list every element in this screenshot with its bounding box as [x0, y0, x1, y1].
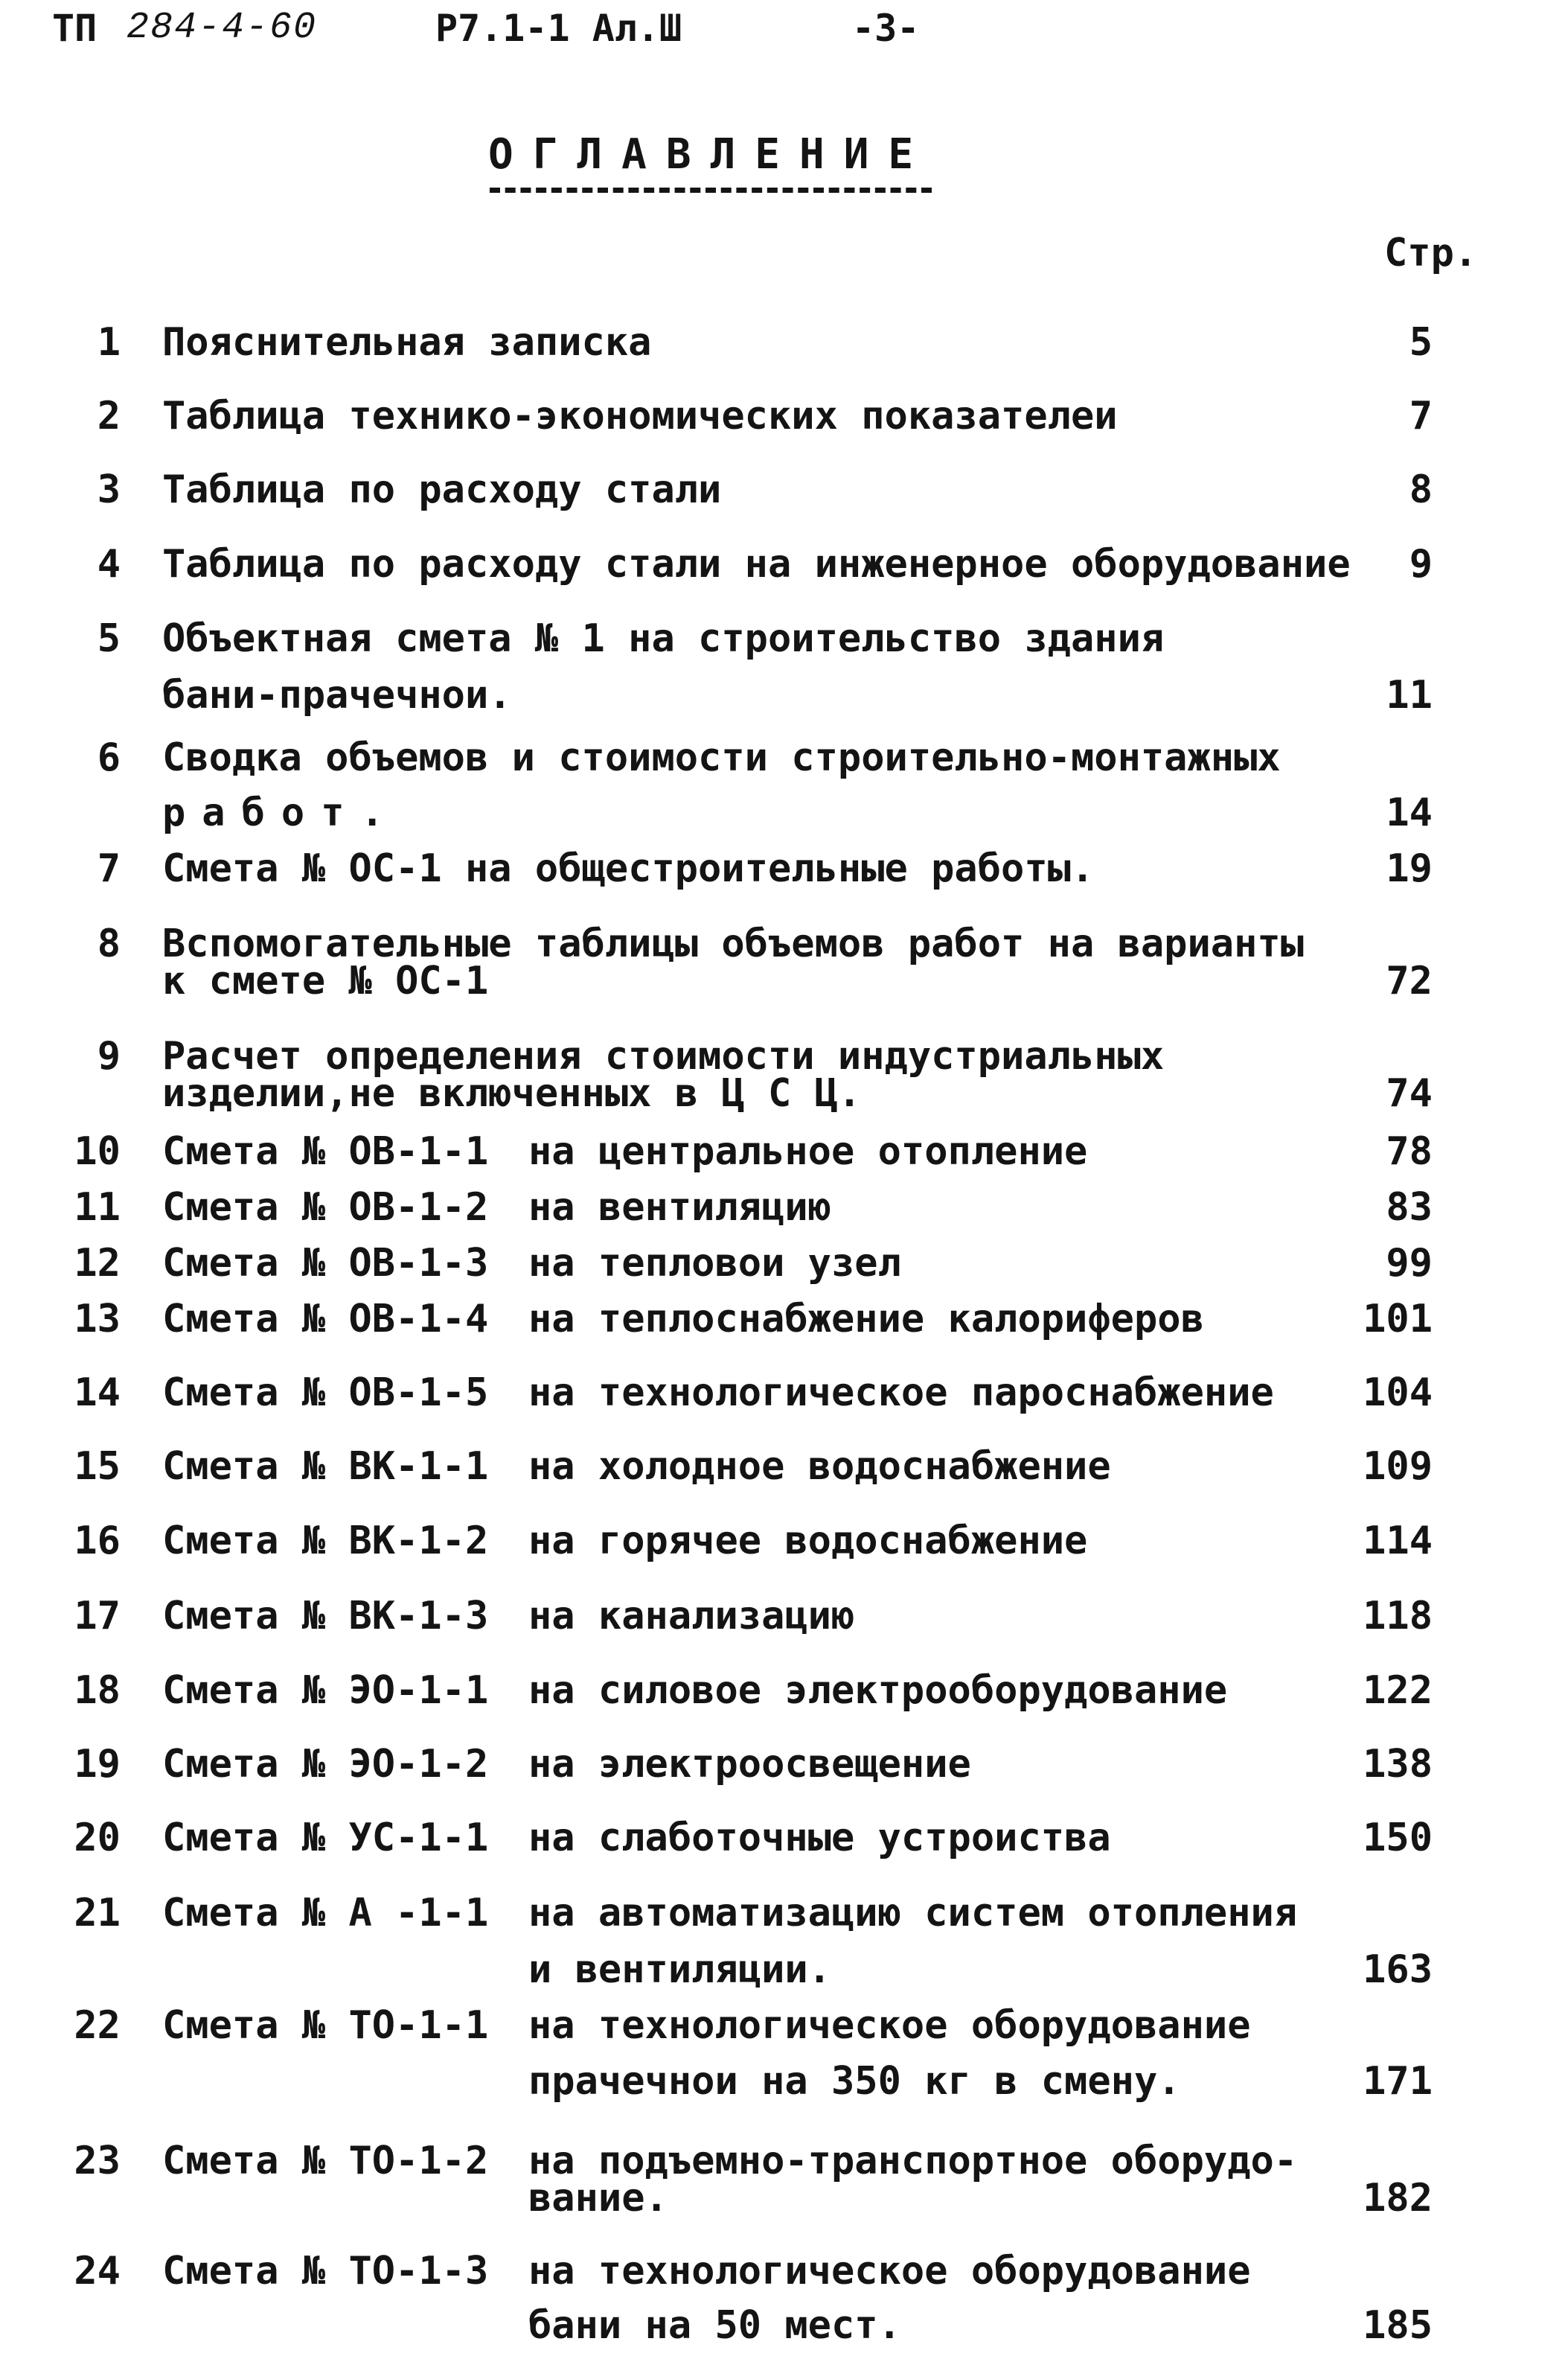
entry-number: 21	[74, 1891, 121, 1935]
entry-title: на канализацию	[528, 1594, 855, 1638]
entry-number: 5	[97, 616, 121, 661]
entry-title: на центральное отопление	[528, 1129, 1088, 1174]
entry-page: 185	[1363, 2303, 1433, 2348]
entry-number: 3	[97, 467, 121, 512]
entry-code: Смета № ЭО-1-2	[162, 1742, 489, 1787]
entry-page: 138	[1363, 1742, 1433, 1787]
entry-page: 109	[1363, 1444, 1433, 1489]
entry-number: 1	[97, 320, 121, 365]
entry-code: Смета № ТО-1-3	[162, 2249, 489, 2293]
entry-page: 19	[1386, 846, 1433, 891]
entry-page: 72	[1386, 959, 1433, 1003]
entry-number: 2	[97, 394, 121, 438]
entry-title: Сводка объемов и стоимости строительно-монтажных	[162, 735, 1281, 780]
entry-title: на электроосвещение	[528, 1742, 971, 1787]
entry-number: 23	[74, 2139, 121, 2183]
entry-code: Смета № ТО-1-2	[162, 2139, 489, 2183]
entry-page: 101	[1363, 1297, 1433, 1341]
entry-page: 8	[1409, 467, 1433, 512]
entry-number: 16	[74, 1519, 121, 1563]
entry-title-line-2: к смете № ОС-1	[162, 959, 489, 1003]
entry-title: на силовое электрооборудование	[528, 1668, 1228, 1713]
entry-code: Смета № ОВ-1-5	[162, 1370, 489, 1415]
entry-code: Смета № ОВ-1-3	[162, 1241, 489, 1286]
entry-number: 22	[74, 2003, 121, 2048]
entry-number: 20	[74, 1816, 121, 1860]
entry-title: Смета № ОС-1 на общестроительные работы.	[162, 846, 1095, 891]
entry-title: Расчет определения стоимости индустриальных	[162, 1034, 1165, 1079]
entry-code: Смета № УС-1-1	[162, 1816, 489, 1860]
entry-page: 5	[1409, 320, 1433, 365]
entry-number: 11	[74, 1185, 121, 1230]
entry-code: Смета № ТО-1-1	[162, 2003, 489, 2048]
entry-title: Объектная смета № 1 на строительство здания	[162, 616, 1165, 661]
entry-title: на автоматизацию систем отопления	[528, 1891, 1298, 1935]
page-title: ОГЛАВЛЕНИЕ	[488, 130, 933, 179]
entry-title: на технологическое оборудование	[528, 2003, 1251, 2048]
entry-number: 13	[74, 1297, 121, 1341]
entry-title: на горячее водоснабжение	[528, 1519, 1088, 1563]
entry-page: 171	[1363, 2059, 1433, 2104]
entry-number: 24	[74, 2249, 121, 2293]
doc-code-handwritten: 284-4-60	[127, 7, 318, 49]
entry-title: Таблица по расходу стали	[162, 467, 722, 512]
entry-number: 18	[74, 1668, 121, 1713]
entry-page: 104	[1363, 1370, 1433, 1415]
entry-number: 8	[97, 922, 121, 966]
entry-title: Таблица по расходу стали на инженерное оборудование	[162, 542, 1351, 587]
entry-title: на вентиляцию	[528, 1185, 831, 1230]
entry-page: 122	[1363, 1668, 1433, 1713]
doc-code-prefix: ТП	[52, 7, 97, 50]
entry-title-line-2: бани-прачечнои.	[162, 673, 512, 718]
entry-number: 9	[97, 1034, 121, 1079]
entry-page: 163	[1363, 1947, 1433, 1992]
entry-title-line-2: прачечнои на 350 кг в смену.	[528, 2059, 1181, 2104]
entry-number: 10	[74, 1129, 121, 1174]
entry-number: 4	[97, 542, 121, 587]
entry-title: Вспомогательные таблицы объемов работ на варианты	[162, 922, 1305, 966]
entry-number: 15	[74, 1444, 121, 1489]
doc-section: Р7.1-1 Ал.Ш	[435, 7, 682, 50]
entry-title-line-2: изделии,не включенных в Ц С Ц.	[162, 1071, 862, 1116]
entry-title: на технологическое оборудование	[528, 2249, 1251, 2293]
entry-code: Смета № А -1-1	[162, 1891, 489, 1935]
entry-page: 14	[1386, 791, 1433, 835]
page-number: -3-	[852, 7, 920, 50]
entry-page: 7	[1409, 394, 1433, 438]
entry-code: Смета № ОВ-1-4	[162, 1297, 489, 1341]
entry-page: 78	[1386, 1129, 1433, 1174]
entry-code: Смета № ВК-1-1	[162, 1444, 489, 1489]
entry-number: 6	[97, 735, 121, 780]
entry-title: на теплоснабжение калориферов	[528, 1297, 1204, 1341]
entry-title: на технологическое пароснабжение	[528, 1370, 1274, 1415]
entry-title-line-2: работ.	[162, 791, 400, 835]
title-underline	[490, 188, 932, 200]
entry-page: 74	[1386, 1071, 1433, 1116]
entry-code: Смета № ЭО-1-1	[162, 1668, 489, 1713]
entry-title: на тепловои узел	[528, 1241, 901, 1286]
entry-number: 12	[74, 1241, 121, 1286]
entry-page: 114	[1363, 1519, 1433, 1563]
entry-title: Таблица технико-экономических показателеи	[162, 394, 1118, 438]
entry-page: 9	[1409, 542, 1433, 587]
entry-title: на холодное водоснабжение	[528, 1444, 1111, 1489]
entry-code: Смета № ОВ-1-2	[162, 1185, 489, 1230]
entry-number: 17	[74, 1594, 121, 1638]
entry-number: 7	[97, 846, 121, 891]
entry-page: 118	[1363, 1594, 1433, 1638]
entry-number: 19	[74, 1742, 121, 1787]
entry-title-line-2: вание.	[528, 2176, 668, 2221]
entry-page: 83	[1386, 1185, 1433, 1230]
entry-page: 11	[1386, 673, 1433, 718]
entry-code: Смета № ВК-1-3	[162, 1594, 489, 1638]
page-column-label: Стр.	[1384, 231, 1478, 275]
entry-title-line-2: и вентиляции.	[528, 1947, 831, 1992]
entry-number: 14	[74, 1370, 121, 1415]
entry-title: на подъемно-транспортное оборудо-	[528, 2139, 1298, 2183]
entry-title: Пояснительная записка	[162, 320, 652, 365]
entry-page: 182	[1363, 2176, 1433, 2221]
entry-page: 99	[1386, 1241, 1433, 1286]
entry-code: Смета № ОВ-1-1	[162, 1129, 489, 1174]
entry-page: 150	[1363, 1816, 1433, 1860]
entry-code: Смета № ВК-1-2	[162, 1519, 489, 1563]
entry-title-line-2: бани на 50 мест.	[528, 2303, 901, 2348]
entry-title: на слаботочные устроиства	[528, 1816, 1111, 1860]
